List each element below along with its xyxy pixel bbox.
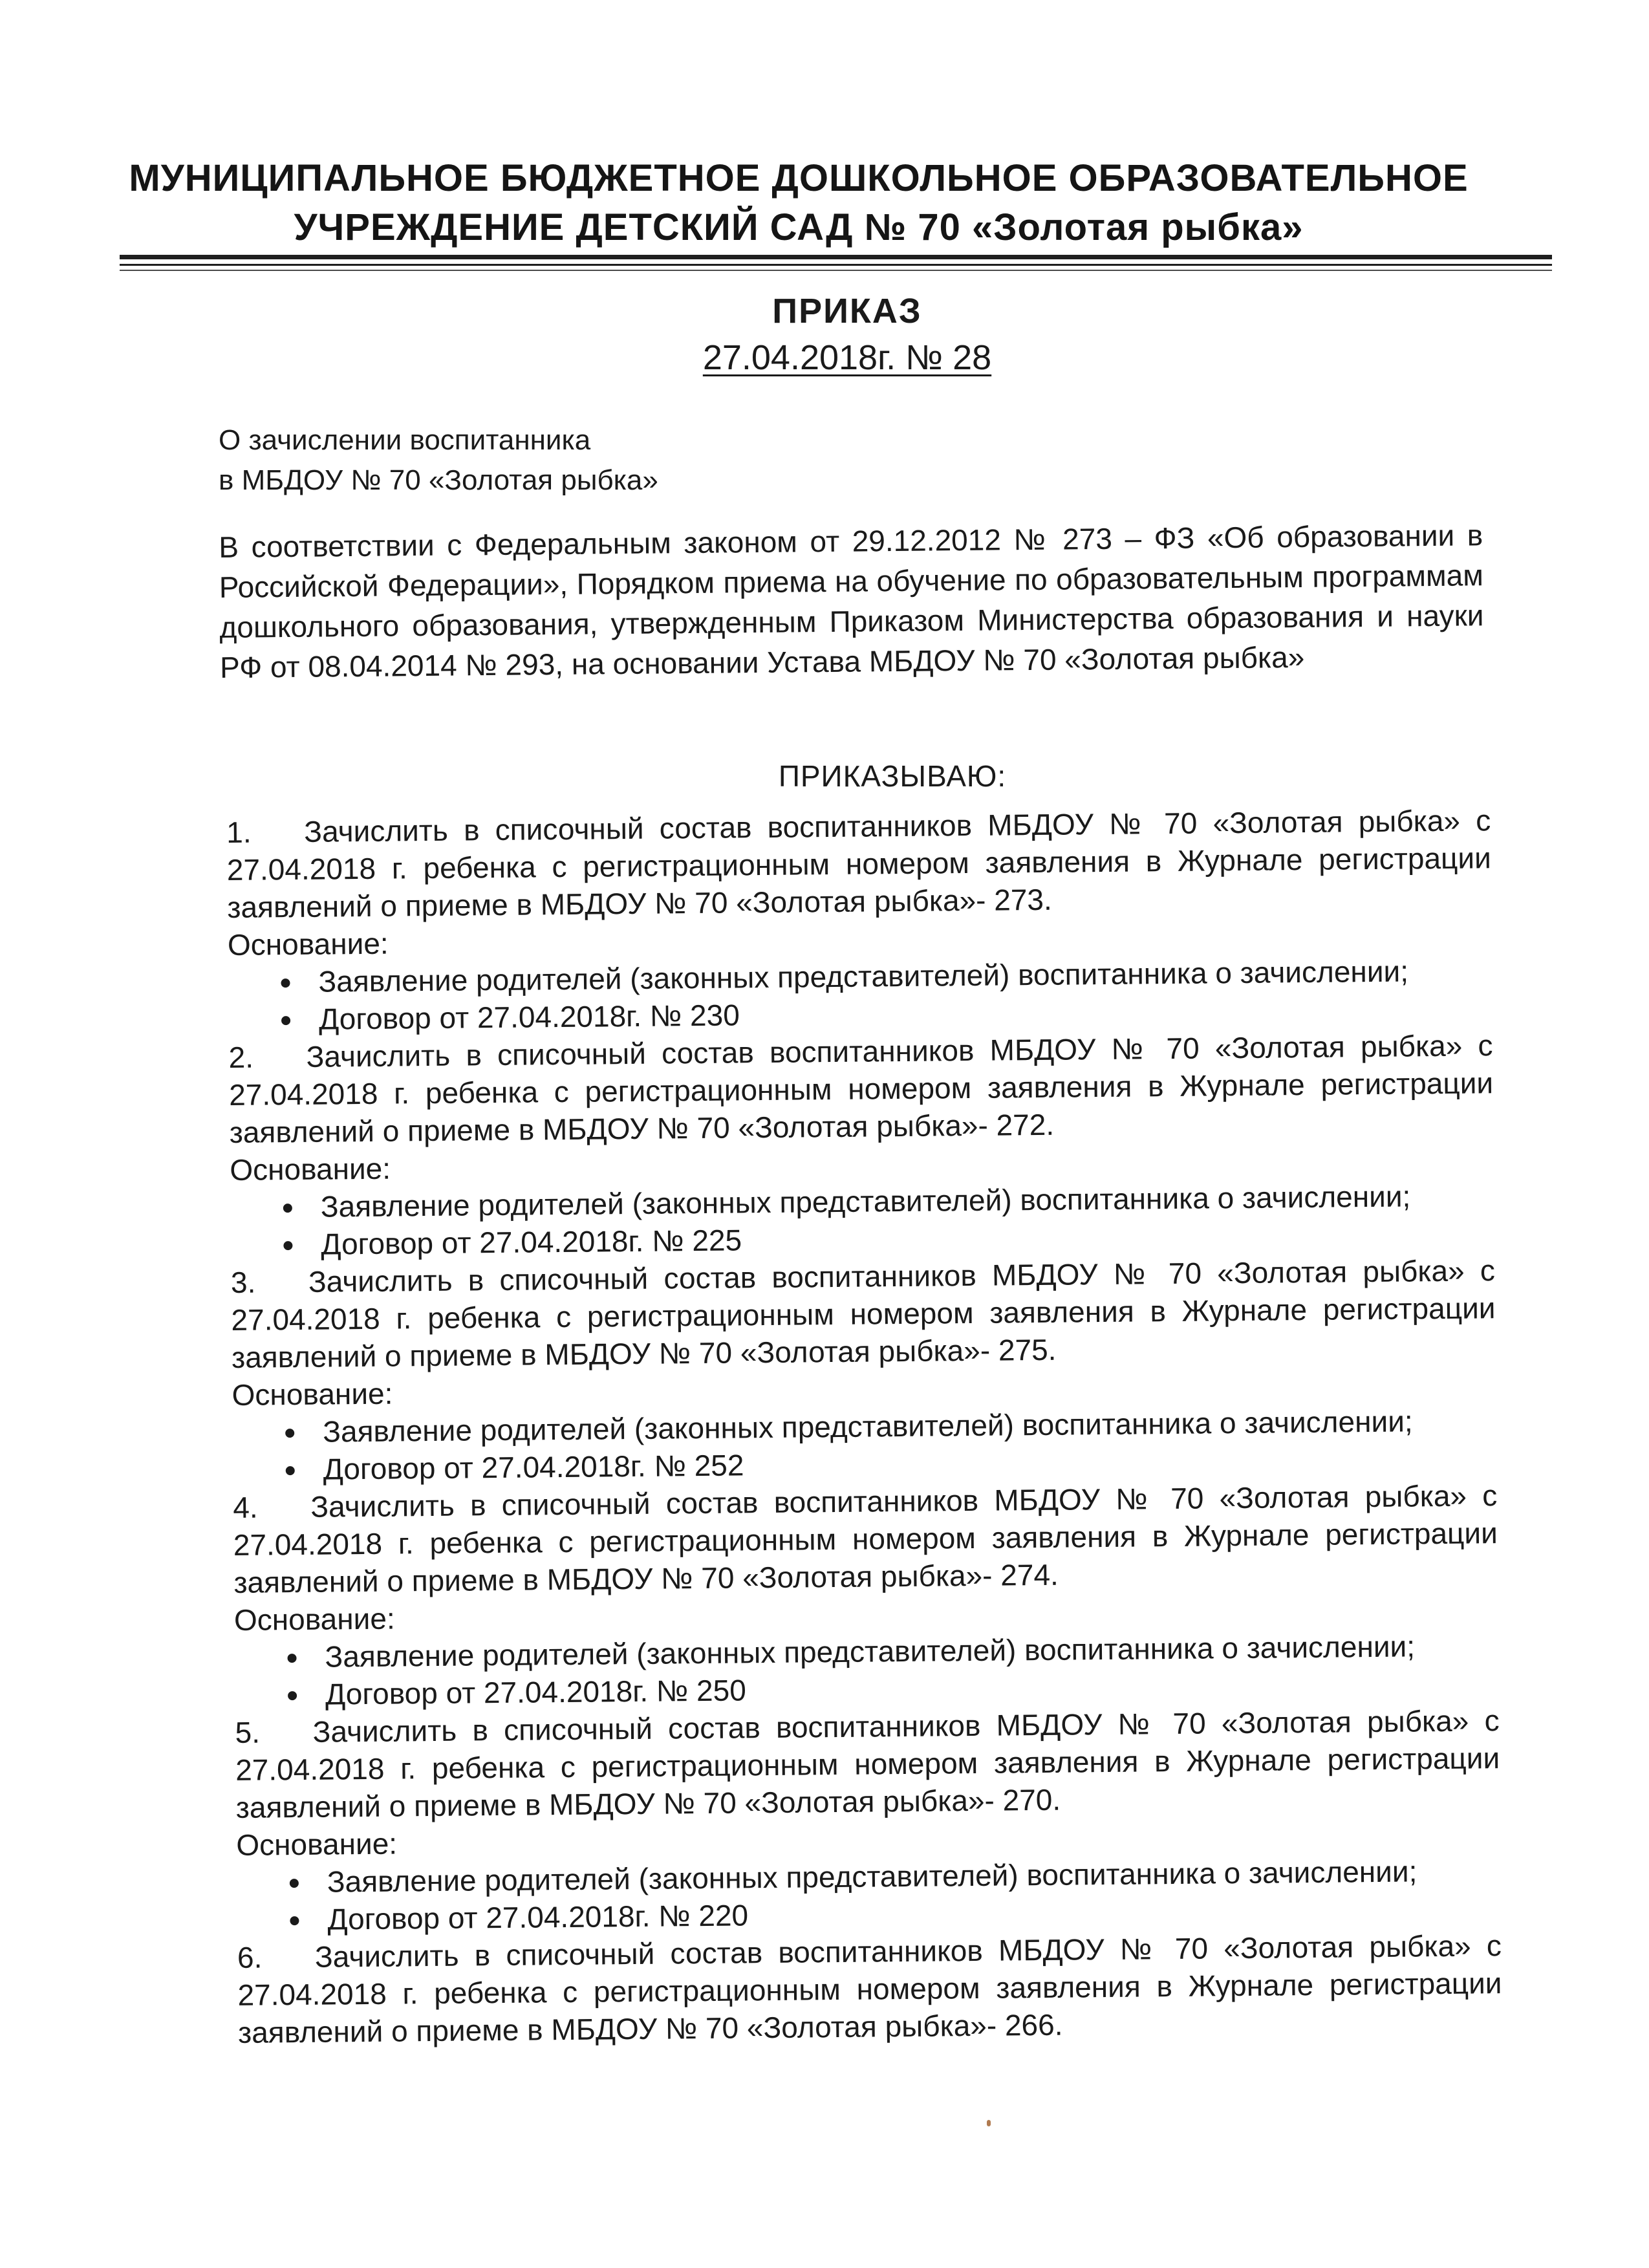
organization-name-line-1: МУНИЦИПАЛЬНОЕ БЮДЖЕТНОЕ ДОШКОЛЬНОЕ ОБРАЗОВАТЕЛЬНОЕ	[129, 157, 1469, 199]
basis-bullet-contract: Договор от 27.04.2018г. № 252	[285, 1439, 1496, 1488]
preamble-paragraph: В соответствии с Федеральным законом от 29.12.2012 № 273 – ФЗ «Об образовании в Российской Федерации», Порядком приема на обучение по образовательным программам дошкольного образования, утвержденным Приказом Министерства образования и науки РФ от 08.04.2014 № 293, на основании Устава МБДОУ № 70 «Золотая рыбка»	[219, 518, 1484, 684]
order-item	[226, 801, 1493, 1039]
order-item-number: 3.	[230, 1265, 256, 1299]
order-item-number: 5.	[235, 1715, 261, 1749]
basis-list	[237, 1852, 1502, 1939]
scan-speck	[987, 2120, 991, 2126]
organization-header	[103, 154, 1494, 252]
order-directive: ПРИКАЗЫВАЮ:	[778, 759, 1007, 793]
basis-bullet-contract: Договор от 27.04.2018г. № 250	[288, 1664, 1499, 1713]
subject-line-2: в МБДОУ № 70 «Золотая рыбка»	[219, 464, 658, 496]
subject-line-1: О зачислении воспитанника	[219, 424, 591, 456]
document-subject	[219, 420, 658, 501]
order-item-number: 6.	[237, 1940, 263, 1974]
order-items	[226, 801, 1502, 2051]
basis-label: Основание:	[230, 1151, 391, 1187]
order-item-body: Зачислить в списочный состав воспитанников МБДОУ № 70 «Золотая рыбка» с 27.04.2018 г. ребенка с регистрационным номером заявления в Журнале регистрации заявлений о приеме в МБДОУ № 70 «Золотая рыбка»- 270.	[235, 1703, 1500, 1824]
document-date-number	[614, 336, 1080, 379]
order-item	[231, 1251, 1497, 1489]
basis-bullet-application: Заявление родителей (законных представителей) воспитанника о зачислении;	[281, 951, 1492, 1000]
basis-bullet-contract: Договор от 27.04.2018г. № 230	[281, 989, 1493, 1038]
document-type-title: ПРИКАЗ	[772, 292, 922, 330]
basis-bullet-application: Заявление родителей (законных представителей) воспитанника о зачислении;	[287, 1626, 1498, 1676]
order-item-number: 1.	[226, 815, 252, 849]
basis-bullet-application: Заявление родителей (законных представителей) воспитанника о зачислении;	[285, 1401, 1496, 1451]
order-item-text	[226, 801, 1492, 926]
basis-list	[234, 1626, 1499, 1714]
order-item-body: Зачислить в списочный состав воспитанников МБДОУ № 70 «Золотая рыбка» с 27.04.2018 г. ребенка с регистрационным номером заявления в Журнале регистрации заявлений о приеме в МБДОУ № 70 «Золотая рыбка»- 266.	[237, 1928, 1502, 2049]
order-item-text	[231, 1251, 1496, 1376]
basis-label: Основание:	[227, 926, 389, 962]
order-item-text	[235, 1701, 1500, 1826]
order-item-number: 2.	[228, 1040, 254, 1074]
basis-list	[232, 1401, 1497, 1489]
order-item-text	[237, 1927, 1503, 2051]
order-item	[237, 1927, 1503, 2051]
order-item-body: Зачислить в списочный состав воспитанников МБДОУ № 70 «Золотая рыбка» с 27.04.2018 г. ребенка с регистрационным номером заявления в Журнале регистрации заявлений о приеме в МБДОУ № 70 «Золотая рыбка»- 275.	[231, 1253, 1496, 1374]
order-item	[235, 1701, 1501, 1939]
header-divider-thin	[120, 264, 1552, 266]
header-divider-hairline	[120, 270, 1552, 271]
document-date-number-text: 27.04.2018г. № 28	[702, 338, 992, 377]
basis-label: Основание:	[232, 1376, 393, 1412]
order-item-body: Зачислить в списочный состав воспитанников МБДОУ № 70 «Золотая рыбка» с 27.04.2018 г. ребенка с регистрационным номером заявления в Журнале регистрации заявлений о приеме в МБДОУ № 70 «Золотая рыбка»- 272.	[228, 1028, 1494, 1149]
order-item-body: Зачислить в списочный состав воспитанников МБДОУ № 70 «Золотая рыбка» с 27.04.2018 г. ребенка с регистрационным номером заявления в Журнале регистрации заявлений о приеме в МБДОУ № 70 «Золотая рыбка»- 274.	[233, 1478, 1498, 1599]
order-item	[233, 1476, 1499, 1714]
organization-name-line-2: УЧРЕЖДЕНИЕ ДЕТСКИЙ САД № 70 «Золотая рыбка»	[294, 206, 1304, 248]
order-item-text	[228, 1026, 1494, 1151]
basis-label: Основание:	[233, 1601, 395, 1637]
basis-list	[230, 1176, 1495, 1264]
basis-bullet-contract: Договор от 27.04.2018г. № 225	[283, 1214, 1494, 1263]
basis-bullet-application: Заявление родителей (законных представителей) воспитанника о зачислении;	[290, 1852, 1501, 1901]
header-divider-thick	[120, 255, 1552, 259]
basis-label: Основание:	[236, 1826, 398, 1862]
basis-list	[228, 951, 1493, 1039]
order-item	[228, 1026, 1494, 1264]
order-item-number: 4.	[233, 1490, 258, 1524]
order-item-body: Зачислить в списочный состав воспитанников МБДОУ № 70 «Золотая рыбка» с 27.04.2018 г. ребенка с регистрационным номером заявления в Журнале регистрации заявлений о приеме в МБДОУ № 70 «Золотая рыбка»- 273.	[226, 803, 1491, 924]
basis-bullet-application: Заявление родителей (законных представителей) воспитанника о зачислении;	[283, 1176, 1494, 1226]
basis-bullet-contract: Договор от 27.04.2018г. № 220	[290, 1889, 1501, 1938]
order-item-text	[233, 1476, 1498, 1601]
